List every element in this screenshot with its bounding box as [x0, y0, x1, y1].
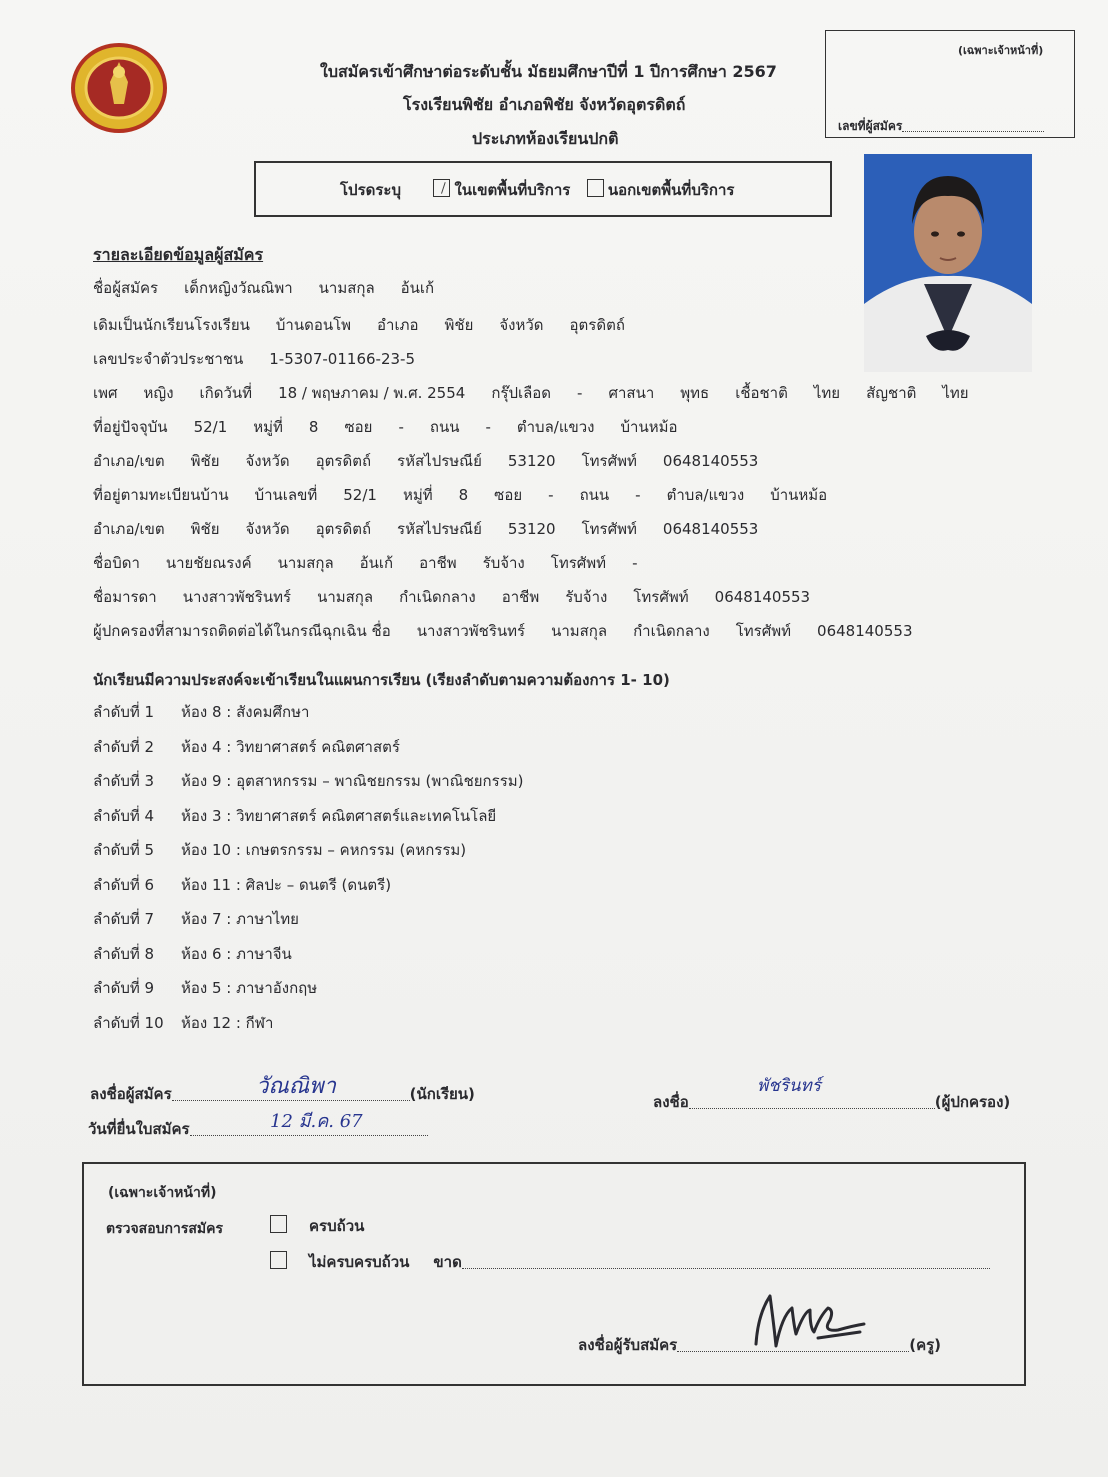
detail-row	[93, 381, 995, 405]
detail-field-label: เพศ	[93, 384, 118, 402]
detail-field-label: เกิดวันที่	[199, 384, 253, 402]
preference-room: ห้อง 10 : เกษตรกรรม – คหกรรม (คหกรรม)	[181, 841, 467, 859]
preference-rank: ลำดับที่ 6	[93, 875, 155, 894]
detail-field-label: ที่อยู่ปัจจุบัน	[93, 418, 168, 436]
preference-item	[93, 907, 299, 931]
detail-field-label: จังหวัด	[245, 520, 290, 538]
complete-checkbox[interactable]	[270, 1215, 287, 1233]
detail-field-label: หมู่ที่	[253, 418, 283, 436]
detail-field-label: อำเภอ/เขต	[93, 452, 165, 470]
detail-field-label: อาชีพ	[501, 588, 540, 606]
applicant-sign-suffix: (นักเรียน)	[409, 1085, 475, 1103]
detail-field-value: 8	[308, 418, 319, 436]
detail-field-value: 52/1	[193, 418, 228, 436]
class-type: ประเภทห้องเรียนปกติ	[472, 129, 619, 148]
detail-field-label: -	[635, 486, 641, 504]
date-line[interactable]	[88, 1117, 428, 1141]
preference-item	[93, 873, 391, 897]
detail-field-value: นางสาวพัชรินทร์	[182, 588, 292, 606]
detail-row	[93, 619, 938, 643]
area-in-label: ในเขตพื้นที่บริการ	[454, 181, 571, 199]
incomplete-option[interactable]	[270, 1250, 990, 1274]
receiver-signature-scrawl	[748, 1286, 872, 1352]
detail-field-label: จังหวัด	[499, 316, 544, 334]
detail-field-value: -	[577, 384, 583, 402]
school-logo	[70, 42, 168, 134]
detail-field-label: ถนน	[429, 418, 460, 436]
detail-field-value: ตำบล/แขวง	[666, 486, 745, 504]
detail-field-value: อ้นเก้	[359, 554, 394, 572]
area-out-label: นอกเขตพื้นที่บริการ	[607, 181, 735, 199]
preference-room: ห้อง 5 : ภาษาอังกฤษ	[181, 979, 318, 997]
receiver-label: ลงชื่อผู้รับสมัคร	[578, 1336, 678, 1354]
preference-item	[93, 769, 524, 793]
preference-item	[93, 1011, 273, 1035]
detail-row	[93, 313, 651, 337]
area-prompt: โปรดระบุ	[340, 181, 402, 199]
date-label: วันที่ยื่นใบสมัคร	[88, 1120, 190, 1138]
detail-field-value: ซอย	[494, 486, 523, 504]
detail-field-label: อำเภอ	[377, 316, 419, 334]
detail-row	[93, 347, 441, 371]
detail-field-value: นางสาวพัชรินทร์	[416, 622, 526, 640]
guardian-signature: พัชรินทร์	[757, 1076, 821, 1096]
detail-field-value: เด็กหญิงวัณณิพา	[184, 279, 293, 297]
detail-field-value: รับจ้าง	[482, 554, 525, 572]
detail-field-label: ชื่อบิดา	[93, 554, 140, 572]
preference-room: ห้อง 3 : วิทยาศาสตร์ คณิตศาสตร์และเทคโนโลยี	[181, 806, 497, 825]
detail-field-value: รับจ้าง	[565, 588, 608, 606]
detail-field-value: บ้านหม้อ	[620, 418, 678, 436]
detail-field-label: รหัสไปรษณีย์	[397, 452, 482, 470]
detail-field-value: พิชัย	[190, 520, 220, 538]
detail-field-label: สัญชาติ	[866, 384, 917, 402]
date-value: 12 มี.ค. 67	[270, 1111, 363, 1132]
applicant-no-field[interactable]	[838, 117, 1044, 136]
preference-rank: ลำดับที่ 4	[93, 806, 155, 825]
preference-room: ห้อง 12 : กีฬา	[181, 1013, 274, 1032]
detail-field-value: 53120	[507, 452, 556, 470]
detail-field-label: ผู้ปกครองที่สามารถติดต่อได้ในกรณีฉุกเฉิน ชื่อ	[93, 622, 391, 640]
detail-row	[93, 415, 703, 439]
detail-field-label: โทรศัพท์	[581, 452, 637, 470]
detail-field-value: หมู่ที่	[402, 486, 433, 504]
complete-label: ครบถ้วน	[309, 1217, 365, 1235]
applicant-signature: วัณณิพา	[256, 1074, 337, 1099]
office-section-label: (เฉพาะเจ้าหน้าที่)	[108, 1185, 217, 1201]
detail-row	[93, 551, 664, 575]
detail-field-label: เชื้อชาติ	[735, 384, 788, 402]
preference-rank: ลำดับที่ 2	[93, 737, 155, 756]
detail-field-label: อำเภอ/เขต	[93, 520, 165, 538]
detail-field-value: บ้านดอนโพ	[275, 316, 352, 334]
preference-item	[93, 735, 400, 759]
preference-room: ห้อง 7 : ภาษาไทย	[181, 910, 299, 928]
complete-option[interactable]	[270, 1214, 364, 1238]
detail-field-value: นายชัยณรงค์	[165, 554, 252, 572]
detail-field-label: กรุ๊ปเลือด	[491, 384, 552, 402]
detail-field-value: 0648140553	[714, 588, 811, 606]
preference-rank: ลำดับที่ 9	[93, 979, 155, 997]
detail-field-label: โทรศัพท์	[735, 622, 792, 640]
incomplete-label: ไม่ครบครบถ้วน	[309, 1253, 410, 1271]
detail-field-label: ชื่อมารดา	[93, 588, 157, 606]
detail-field-value: 53120	[507, 520, 556, 538]
preference-room: ห้อง 9 : อุตสาหกรรม – พาณิชยกรรม (พาณิชยกรรม)	[181, 772, 524, 790]
detail-field-value: กำเนิดกลาง	[399, 588, 476, 606]
detail-field-value: อ้นเก้	[400, 279, 435, 297]
preference-rank: ลำดับที่ 8	[93, 944, 155, 963]
detail-field-label: ที่อยู่ตามทะเบียนบ้าน	[93, 486, 229, 504]
guardian-sign-suffix: (ผู้ปกครอง)	[934, 1093, 1011, 1111]
detail-field-label: บ้านหม้อ	[770, 486, 828, 504]
detail-field-value: บ้านเลขที่	[254, 486, 318, 504]
detail-field-label: 52/1	[343, 486, 377, 504]
preference-item	[93, 942, 292, 966]
detail-field-label: จังหวัด	[245, 452, 290, 470]
details-heading: รายละเอียดข้อมูลผู้สมัคร	[93, 245, 264, 264]
school-name: โรงเรียนพิชัย อำเภอพิชัย จังหวัดอุตรดิตถ์	[403, 95, 686, 114]
detail-field-label: นามสกุล	[318, 279, 375, 297]
detail-field-label: โทรศัพท์	[581, 520, 637, 538]
detail-row	[93, 483, 853, 507]
detail-field-value: -	[632, 554, 638, 572]
detail-row	[93, 585, 836, 609]
detail-row	[93, 449, 784, 473]
preference-room: ห้อง 4 : วิทยาศาสตร์ คณิตศาสตร์	[181, 737, 400, 756]
missing-label: ขาด	[433, 1253, 462, 1271]
detail-field-value: -	[485, 418, 491, 436]
detail-field-label: โทรศัพท์	[633, 588, 689, 606]
preference-item	[93, 700, 309, 724]
detail-field-value: กำเนิดกลาง	[633, 622, 710, 640]
detail-field-label: นามสกุล	[551, 622, 608, 640]
detail-field-label: ซอย	[344, 418, 373, 436]
preference-rank: ลำดับที่ 1	[93, 703, 155, 721]
detail-field-value: หญิง	[143, 384, 174, 402]
applicant-sign-label: ลงชื่อผู้สมัคร	[90, 1085, 172, 1103]
detail-field-label: -	[548, 486, 554, 504]
detail-field-value: อุตรดิตถ์	[315, 452, 372, 470]
applicant-photo	[864, 154, 1032, 372]
detail-field-label: เลขประจำตัวประชาชน	[93, 350, 244, 368]
detail-field-label: ศาสนา	[608, 384, 655, 402]
detail-field-value: ถนน	[579, 486, 610, 504]
preference-room: ห้อง 11 : ศิลปะ – ดนตรี (ดนตรี)	[181, 875, 392, 894]
detail-field-label: โทรศัพท์	[550, 554, 607, 572]
detail-field-label: รหัสไปรษณีย์	[397, 520, 482, 538]
guardian-signature-line[interactable]	[653, 1090, 1010, 1114]
detail-field-value: อุตรดิตถ์	[315, 520, 372, 538]
preference-item	[93, 976, 317, 1000]
preference-item	[93, 838, 466, 862]
preference-rank: ลำดับที่ 7	[93, 910, 155, 928]
detail-field-label: ตำบล/แขวง	[516, 418, 595, 436]
detail-field-value: พุทธ	[680, 384, 710, 402]
detail-field-value: ไทย	[942, 384, 969, 402]
detail-field-value: 0648140553	[817, 622, 913, 640]
applicant-no-label: เลขที่ผู้สมัคร	[838, 119, 903, 133]
detail-field-label: 8	[458, 486, 469, 504]
detail-field-value: อุตรดิตถ์	[569, 316, 625, 334]
detail-row	[93, 276, 460, 300]
office-label: (เฉพาะเจ้าหน้าที่)	[958, 44, 1044, 57]
detail-field-value: 0648140553	[662, 520, 759, 538]
check-label: ตรวจสอบการสมัคร	[106, 1221, 224, 1237]
detail-row	[93, 517, 784, 541]
detail-field-value: 0648140553	[662, 452, 759, 470]
preference-rank: ลำดับที่ 3	[93, 772, 155, 790]
incomplete-checkbox[interactable]	[270, 1251, 287, 1269]
detail-field-value: พิชัย	[444, 316, 474, 334]
detail-field-label: เดิมเป็นนักเรียนโรงเรียน	[93, 316, 250, 334]
guardian-sign-label: ลงชื่อ	[653, 1093, 689, 1111]
preference-item	[93, 804, 496, 828]
form-title: ใบสมัครเข้าศึกษาต่อระดับชั้น มัธยมศึกษาปีที่ 1 ปีการศึกษา 2567	[320, 62, 777, 81]
preference-rank: ลำดับที่ 5	[93, 841, 155, 859]
preference-room: ห้อง 6 : ภาษาจีน	[181, 944, 292, 963]
detail-field-value: พิชัย	[190, 452, 220, 470]
detail-field-value: 1-5307-01166-23-5	[269, 350, 415, 368]
preference-rank: ลำดับที่ 10	[93, 1013, 164, 1032]
detail-field-label: นามสกุล	[317, 588, 374, 606]
preference-room: ห้อง 8 : สังคมศึกษา	[181, 703, 310, 721]
area-in-checkbox[interactable]	[433, 179, 450, 197]
detail-field-value: -	[398, 418, 404, 436]
area-select-row	[340, 178, 734, 202]
preferences-heading: นักเรียนมีความประสงค์จะเข้าเรียนในแผนการเรียน (เรียงลำดับตามความต้องการ 1- 10)	[93, 671, 670, 689]
detail-field-label: ชื่อผู้สมัคร	[93, 279, 159, 297]
detail-field-value: ไทย	[813, 384, 841, 402]
detail-field-value: 18 / พฤษภาคม / พ.ศ. 2554	[278, 384, 466, 402]
receiver-suffix: (ครู)	[909, 1336, 942, 1354]
detail-field-label: นามสกุล	[277, 554, 334, 572]
detail-field-label: อาชีพ	[419, 554, 457, 572]
area-out-checkbox[interactable]	[587, 179, 604, 197]
